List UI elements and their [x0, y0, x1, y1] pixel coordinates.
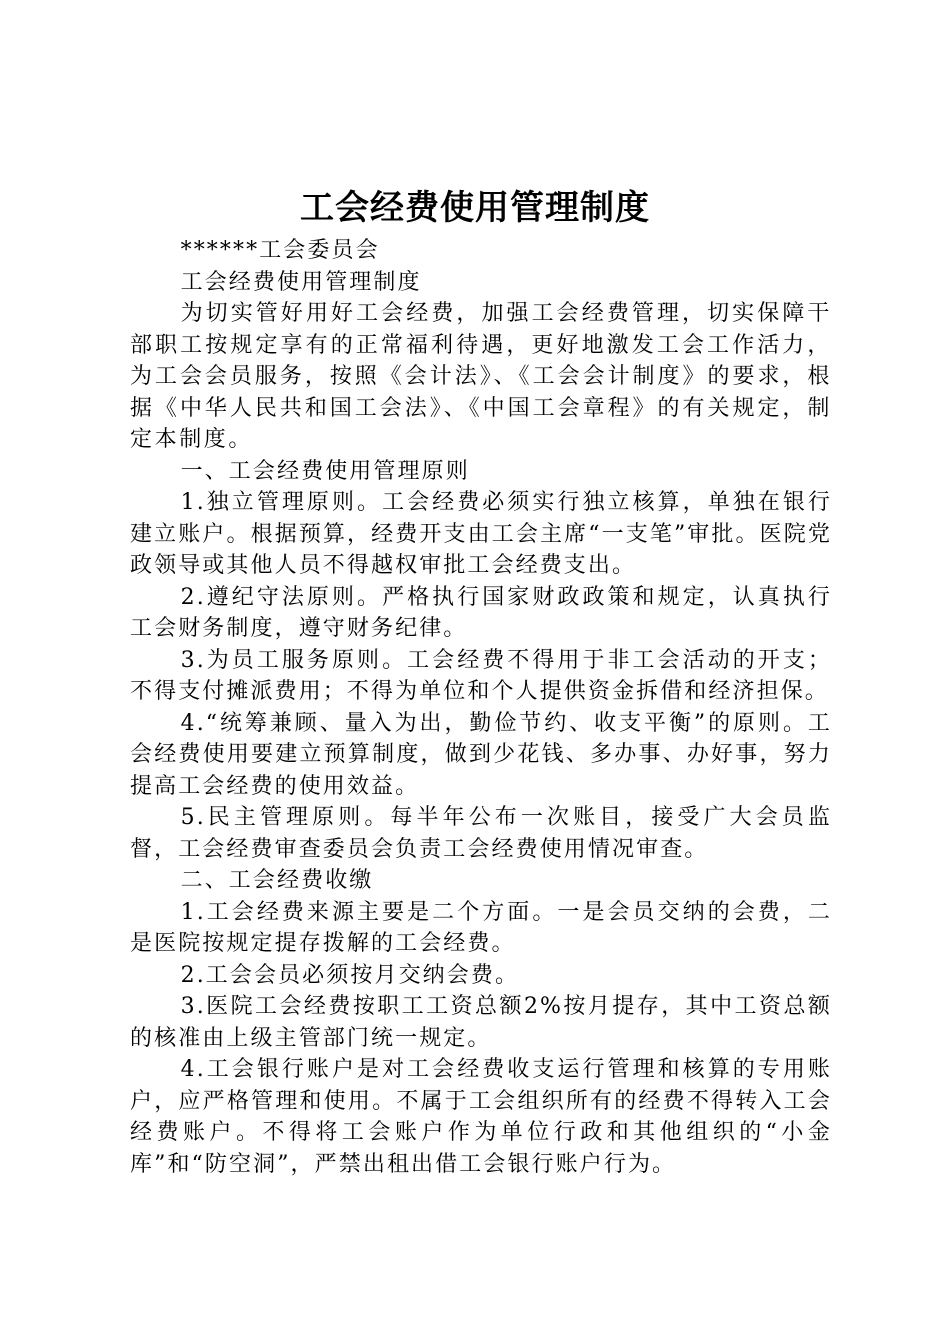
collection-item: 1.工会经费来源主要是二个方面。一是会员交纳的会费，二是医院按规定提存拨解的工会经费。	[130, 899, 832, 956]
section-heading-principles: 一、工会经费使用管理原则	[180, 458, 470, 484]
collection-item: 4.工会银行账户是对工会经费收支运行管理和核算的专用账户，应严格管理和使用。不属于工会组织所有的经费不得转入工会经费账户。不得将工会账户作为单位行政和其他组织的“小金库”和“防空洞”，严禁出租出借工会银行账户行为。	[130, 1057, 832, 1177]
principle-item: 2.遵纪守法原则。严格执行国家财政政策和规定，认真执行工会财务制度，遵守财务纪律。	[130, 584, 832, 641]
collection-item: 3.医院工会经费按职工工资总额2%按月提存，其中工资总额的核准由上级主管部门统一规定。	[130, 994, 832, 1051]
principle-item: 4.“统筹兼顾、量入为出，勤俭节约、收支平衡”的原则。工会经费使用要建立预算制度，做到少花钱、多办事、办好事，努力提高工会经费的使用效益。	[130, 710, 832, 799]
intro-paragraph: 为切实管好用好工会经费，加强工会经费管理，切实保障干部职工按规定享有的正常福利待遇，更好地激发工会工作活力，为工会会员服务，按照《会计法》、《工会会计制度》的要求，根据《中华人民共和国工会法》、《中国工会章程》的有关规定，制定本制度。	[130, 301, 832, 452]
principle-item: 1.独立管理原则。工会经费必须实行独立核算，单独在银行建立账户。根据预算，经费开支由工会主席“一支笔”审批。医院党政领导或其他人员不得越权审批工会经费支出。	[130, 490, 832, 578]
section-heading-collection: 二、工会经费收缴	[180, 868, 374, 893]
document-title: 工会经费使用管理制度	[300, 188, 650, 228]
issuer-line: ******工会委员会	[180, 238, 380, 263]
subtitle-line: 工会经费使用管理制度	[180, 269, 422, 295]
principle-item: 5.民主管理原则。每半年公布一次账目，接受广大会员监督，工会经费审查委员会负责工会经费使用情况审查。	[130, 805, 832, 862]
collection-item: 2.工会会员必须按月交纳会费。	[180, 962, 520, 988]
document-body	[130, 235, 832, 1180]
principle-item: 3.为员工服务原则。工会经费不得用于非工会活动的开支；不得支付摊派费用；不得为单位和个人提供资金拆借和经济担保。	[130, 647, 832, 704]
